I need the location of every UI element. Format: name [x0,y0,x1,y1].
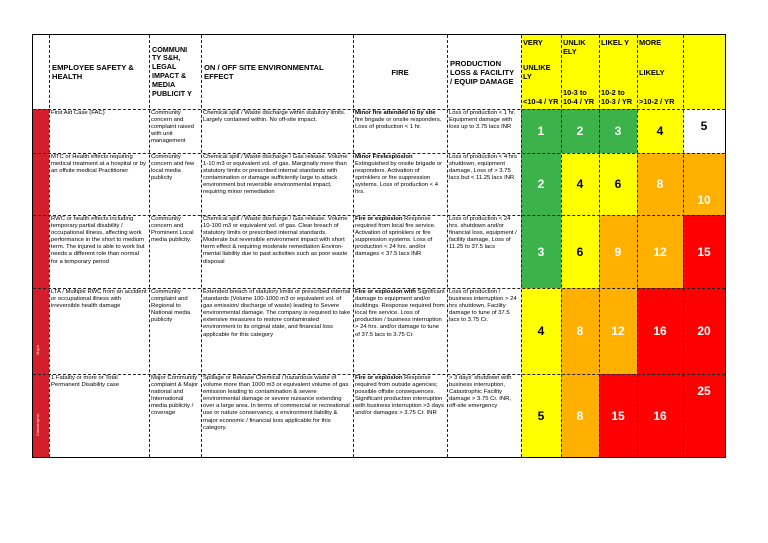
risk-score-cell: 25 [683,374,725,457]
row3-employee: RWC or health effects including temporary partial disability / occupational illness, affecting work performance in the short to medium term. The injured is able to work but needs a different role than normal for a temporary period [51,216,145,265]
row5-fire [353,374,447,457]
row2-community: Community concern and few local media publicity [151,154,195,182]
risk-score-cell: 12 [599,288,637,374]
grid-line [33,215,725,216]
grid-line [149,35,150,457]
risk-score-cell: 6 [561,215,599,288]
row2-fire-bold: Minor Firelexplosion [355,154,413,160]
risk-score-cell: 15 [599,374,637,457]
risk-score-cell: 5 [521,374,561,457]
likelihood-extra-column [683,35,725,109]
risk-score-cell: 4 [637,109,683,153]
row3-fire-text: Response required from local fire service. Activation of sprinklers or fire suppression systems. Loss of production < 24 hrs. and/or damages < 37.5 lacs INR [355,216,436,258]
risk-score-cell: 1 [521,109,561,153]
risk-score-cell: 16 [637,288,683,374]
grid-line [353,35,354,457]
risk-score-cell: 2 [561,109,599,153]
row1-community: Community concern and complaint raised with unit management [151,110,194,145]
risk-score-cell: 8 [561,288,599,374]
severity-label-major: Major [35,345,40,356]
likelihood-subtitle: UNLIKE LY [523,63,551,81]
header-production: PRODUCTION LOSS & FACILITY / EQUIP DAMAGE [450,58,514,86]
likelihood-title: LIKEL Y [601,38,630,47]
risk-score-cell: 3 [599,109,637,153]
header-employee-safety: EMPLOYEE SAFETY & HEALTH [52,63,134,81]
likelihood-title: VERY [523,38,543,47]
likelihood-likely [599,35,637,109]
likelihood-range: >10-2 / YR [639,97,675,106]
header-fire: FIRE [391,67,409,77]
risk-score-cell: 3 [521,215,561,288]
row3-production: Loss of production < 24 hrs. shutdown and/or financial loss, equipment / facility damage, Loss of 11.25 to 37.5 lacs [449,216,517,251]
risk-score-cell: 9 [599,215,637,288]
grid-line [683,35,684,457]
risk-score-grid [521,109,725,457]
risk-score-cell: 5 [683,109,725,153]
row3-fire-bold: Fire or explosion [355,216,403,222]
row1-fire [353,109,447,153]
grid-line [521,35,522,457]
risk-score-cell: 8 [561,374,599,457]
risk-score-cell: 2 [521,153,561,215]
row2-environment: Chemical spill / Waste discharge / Gas release. Volume 1-10 m3 or equivalent vol. of gas. Marginally more than statutory limits or prescribed internal standards with contamination or damage sufficiently large to attack environment but reversible environmental impact, requiring minor remediation [203,154,348,196]
likelihood-unlikely [561,35,599,109]
row2-fire-text: Extinguished by onsite brigade or responders. Activation of sprinklers or fire suppression systems. Loss of production < 4 hrs. [355,161,443,196]
row4-fire [353,288,447,374]
row1-fire-text: fire brigade or onsite responders, Loss of production < 1 hr. [355,117,442,131]
grid-line [637,35,638,457]
grid-line [447,35,448,457]
risk-score-cell: 12 [637,215,683,288]
row2-fire [353,153,447,215]
risk-score-cell: 4 [521,288,561,374]
likelihood-title: MORE [639,38,662,47]
grid-line [33,109,725,110]
row1-fire-bold: Minor fire attended to by site [355,110,436,116]
likelihood-title: UNLIK ELY [563,38,586,56]
grid-line [33,153,725,154]
row5-employee: 1 Fatality or more or Total Permanent Disability case [51,375,120,389]
row1-employee: First Aid Case (FAC) [51,110,105,116]
risk-score-cell: 15 [683,215,725,288]
row4-community: Community complaint and Regional to National media publicity [151,289,191,324]
risk-score-cell: 4 [561,153,599,215]
grid-line [33,374,725,375]
likelihood-range: <10-4 / YR [523,97,559,106]
risk-score-cell: 10 [683,153,725,215]
row3-fire [353,215,447,288]
risk-score-cell: 16 [637,374,683,457]
row4-employee: LTA / Multiple RWC from an accident or occupational illness with irreversible health damage [51,289,147,310]
grid-line [599,35,600,457]
row2-employee: MTC or Health effects requiring medical treatment at a hospital or by an offsite medical Practitioner [51,154,146,175]
grid-line [201,35,202,457]
row1-environment: Chemical spill / Waste discharge within statutory limits. Largely contained within. No off-site impact. [203,110,346,124]
grid-line [49,35,50,457]
header-environment: ON / OFF SITE ENVIRONMENTAL EFFECT [204,63,324,81]
row5-environment: Spillage or Release Chemical / hazardous waste of volume more than 1000 m3 or equivalent volume of gas emission leading to contamination & severe environmental damage or severe nuisance extending over a large area. In terms of commercial or recreational use or nature conservancy, a environment liability & major economic / financial loss applicable for this category. [203,375,350,431]
likelihood-subtitle: LIKELY [639,67,665,77]
row4-production: Loss of production / business interruption > 24 hrs shutdown, Facility damage to tune of 37.5 lacs to 3.75 Cr. [449,289,517,324]
row4-fire-text: Significant damage to equipment and/or buildings. Response required from local fire service. Loss of production / business interruption > 24 hrs. and/or damage to tune of 37.5 lacs to 3.75 Cr. [355,289,445,338]
risk-score-cell: 6 [599,153,637,215]
row5-production: > 3 days' shutdown with business interruption, Catastrophic Facility damage > 3.75 Cr. INR, off-site emergency [449,375,512,410]
risk-score-cell: 20 [683,288,725,374]
row1-production: Loss of production < 1 hr. Equipment damage with loss up to 3.75 lacs INR [449,110,516,131]
risk-score-cell: 8 [637,153,683,215]
row4-fire-bold: Fire or explosion with [355,289,416,295]
header-community: COMMUNI TY S&H, LEGAL IMPACT & MEDIA PUBLICIT Y [152,44,192,98]
row5-fire-bold: Fire or explosion [355,375,403,381]
grid-line [33,288,725,289]
likelihood-more-likely [637,35,683,109]
likelihood-range: 10-3 to 10-4 / YR [563,88,595,106]
row3-environment: Chemical spill / Waste discharge / Gas release. Volume 10-100 m3 or equivalent vol. of gas. Clear breach of statutory limits or prescribed internal standards. Moderate but reversible environment impact with short term effect & requiring moderate remediation Environ-mental liability due to past activities such as poor waste disposal [203,216,348,265]
row4-environment: Extended breach of statutory limits or prescribed internal standards (Volume 100-1000 m3 or equivalent vol. of gas emission/ discharge of waste) leading to Severe environmental damage. The company is required to take extensive measures to restore contaminated environment to its original state, and financial loss applicable for this category [203,289,351,338]
row2-production: Loss of production < 4 hrs shutdown, equipment damage, Loss of > 3.75 lacs but < 11.25 lacs INR [449,154,517,182]
likelihood-very-unlikely [521,35,561,109]
grid-line [561,35,562,457]
likelihood-range: 10-2 to 10-3 / YR [601,88,633,106]
row5-community: Major Community complaint & Major national and International media publicity / coverage [151,375,199,417]
row3-community: Community concern and Prominent Local media publicity. [151,216,194,244]
row5-fire-text: Response required from outside agencies; possible offsite consequences. Significant production interruption with business interruption >3 days and/or damages > 3.75 Cr. INR [355,375,444,417]
severity-label-catastrophic: Catastrophic [35,413,40,437]
risk-matrix-table [32,34,726,458]
